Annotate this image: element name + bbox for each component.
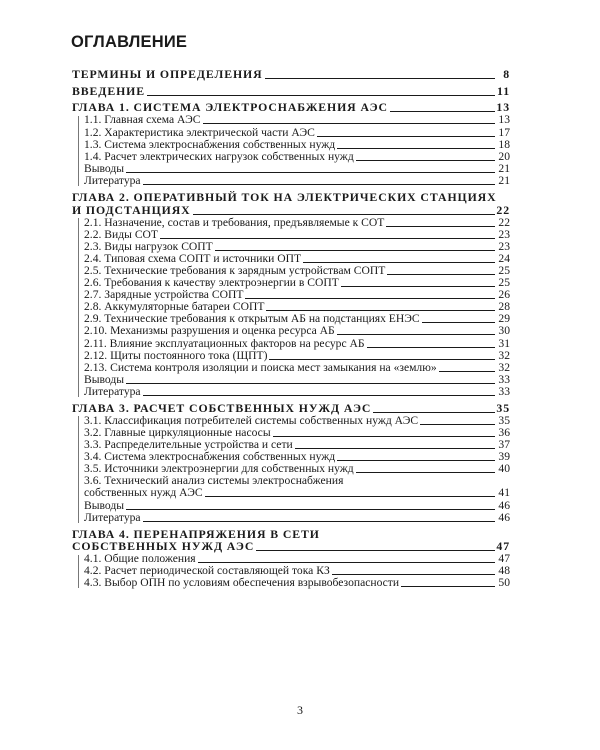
toc-page-number: 37	[498, 438, 510, 452]
toc-page-number: 31	[498, 336, 510, 350]
chapter-title: СОБСТВЕННЫХ НУЖД АЭС	[72, 539, 255, 554]
toc-item-title: 2.4. Типовая схема СОПТ и источники ОПТ	[84, 251, 302, 265]
toc-item[interactable]	[72, 577, 510, 589]
dot-leader	[269, 359, 495, 360]
dot-leader	[126, 383, 495, 384]
toc-page-number: 26	[498, 288, 510, 302]
toc-item-title: 2.3. Виды нагрузок СОПТ	[84, 239, 213, 253]
toc-item-title: 2.5. Технические требования к зарядным устройствам СОПТ	[84, 264, 386, 278]
dot-leader	[266, 310, 495, 311]
toc-item-title: 2.9. Технические требования к открытым АБ на подстанциях ЕНЭС	[84, 312, 420, 326]
dot-leader	[422, 322, 495, 323]
toc-item-title: Выводы	[84, 372, 125, 386]
toc-page-number: 36	[498, 425, 510, 439]
toc-page-number: 8	[503, 66, 510, 81]
dot-leader	[337, 148, 495, 149]
toc-item-title: 2.6. Требования к качеству электроэнергии в СОПТ	[84, 276, 339, 290]
dot-leader	[143, 184, 495, 185]
toc-item[interactable]	[72, 217, 510, 229]
toc-chapter-4[interactable]	[72, 540, 510, 553]
page-number: 3	[297, 703, 303, 717]
dot-leader	[317, 136, 495, 137]
dot-leader	[205, 496, 495, 497]
dot-leader	[245, 298, 495, 299]
dot-leader	[420, 424, 495, 425]
toc-page-number: 29	[498, 312, 510, 326]
toc-item[interactable]	[72, 499, 510, 511]
toc-page-number: 35	[498, 413, 510, 427]
toc-item-title: 2.2. Виды СОТ	[84, 227, 159, 241]
dot-leader	[367, 347, 495, 348]
toc-entry-title: ТЕРМИНЫ И ОПРЕДЕЛЕНИЯ	[72, 66, 263, 81]
dot-leader	[401, 586, 495, 587]
toc-page-number: 21	[498, 161, 510, 175]
toc-page-number: 21	[498, 173, 510, 187]
toc-item-title-line: 3.6. Технический анализ системы электроснабжения	[84, 474, 344, 488]
dot-leader	[265, 78, 495, 79]
toc-item-title: 3.4. Система электроснабжения собственных нужд	[84, 450, 336, 464]
toc-page-number: 40	[498, 462, 510, 476]
dot-leader	[337, 460, 495, 461]
toc-page-number: 35	[496, 400, 510, 415]
dot-leader	[203, 123, 495, 124]
dot-leader	[273, 436, 495, 437]
toc-item-title: 2.10. Механизмы разрушения и оценка ресурса АБ	[84, 324, 335, 338]
dot-leader	[332, 574, 495, 575]
toc-item[interactable]	[72, 487, 510, 499]
toc-item-title: собственных нужд АЭС	[84, 486, 203, 500]
dot-leader	[356, 472, 495, 473]
toc-item-title: 2.8. Аккумуляторные батареи СОПТ	[84, 300, 265, 314]
toc-page-number: 32	[498, 360, 510, 374]
toc-item-title: 1.3. Система электроснабжения собственных нужд	[84, 137, 336, 151]
toc-item-title: 2.11. Влияние эксплуатационных факторов на ресурс АБ	[84, 336, 365, 350]
page-title: ОГЛАВЛЕНИЕ	[71, 33, 188, 51]
toc-chapter-3[interactable]	[72, 402, 510, 415]
dot-leader	[439, 371, 495, 372]
toc-item-title: 1.2. Характеристика электрической части АЭС	[84, 125, 315, 139]
dot-leader	[256, 550, 495, 551]
dot-leader	[147, 95, 495, 96]
toc-page-number: 25	[498, 276, 510, 290]
toc-page-number: 48	[498, 564, 510, 578]
dot-leader	[387, 274, 495, 275]
toc-page-number: 13	[496, 100, 510, 115]
table-of-contents	[72, 68, 510, 589]
dot-leader	[143, 395, 495, 396]
toc-chapter-2[interactable]	[72, 204, 510, 217]
toc-page-number: 30	[498, 324, 510, 338]
toc-item-title: Выводы	[84, 498, 125, 512]
toc-item-title: 1.4. Расчет электрических нагрузок собственных нужд	[84, 149, 354, 163]
dot-leader	[143, 521, 495, 522]
dot-leader	[215, 250, 495, 251]
chapter-title: ГЛАВА 3. РАСЧЕТ СОБСТВЕННЫХ НУЖД АЭС	[72, 400, 372, 415]
toc-item-title: 4.3. Выбор ОПН по условиям обеспечения взрывобезопасности	[84, 576, 400, 590]
toc-item[interactable]	[72, 386, 510, 398]
toc-page-number: 50	[498, 576, 510, 590]
toc-page-number: 25	[498, 264, 510, 278]
chapter-1-group	[72, 102, 510, 187]
toc-item-title: 2.13. Система контроля изоляции и поиска мест замыкания на «землю»	[84, 360, 437, 374]
toc-item[interactable]	[72, 175, 510, 187]
dot-leader	[160, 238, 495, 239]
dot-leader	[390, 111, 495, 112]
toc-page-number: 22	[498, 215, 510, 229]
dot-leader	[126, 509, 495, 510]
chapter-3-group	[72, 402, 510, 524]
dot-leader	[356, 160, 495, 161]
dot-leader	[337, 334, 495, 335]
toc-item-title: 4.2. Расчет периодической составляющей тока КЗ	[84, 564, 330, 578]
toc-item[interactable]	[72, 325, 510, 337]
toc-item[interactable]	[72, 229, 510, 241]
dot-leader	[193, 214, 495, 215]
toc-page-number: 33	[498, 372, 510, 386]
toc-item[interactable]	[72, 126, 510, 138]
toc-page-number: 28	[498, 300, 510, 314]
toc-item-title: 3.3. Распределительные устройства и сети	[84, 438, 293, 452]
chapter-title-line: ГЛАВА 4. ПЕРЕНАПРЯЖЕНИЯ В СЕТИ	[72, 526, 320, 541]
chapter-title: ГЛАВА 1. СИСТЕМА ЭЛЕКТРОСНАБЖЕНИЯ АЭС	[72, 100, 388, 115]
dot-leader	[126, 172, 495, 173]
toc-item-title: 1.1. Главная схема АЭС	[84, 113, 201, 127]
dot-leader	[198, 562, 495, 563]
toc-item-title: 3.1. Классификация потребителей системы собственных нужд АЭС	[84, 413, 419, 427]
toc-page-number: 47	[496, 539, 510, 554]
toc-item[interactable]	[72, 139, 510, 151]
toc-page-number: 23	[498, 227, 510, 241]
toc-entry-terms[interactable]	[72, 68, 510, 81]
toc-page-number: 47	[498, 552, 510, 566]
toc-item[interactable]	[72, 362, 510, 374]
toc-page-number: 46	[498, 498, 510, 512]
toc-page-number: 32	[498, 348, 510, 362]
toc-item-title: 4.1. Общие положения	[84, 552, 196, 566]
toc-page-number: 46	[498, 510, 510, 524]
toc-page-number: 33	[498, 384, 510, 398]
dot-leader	[386, 226, 495, 227]
dot-leader	[373, 412, 495, 413]
chapter-4-group	[72, 528, 510, 590]
toc-item[interactable]	[72, 241, 510, 253]
toc-item[interactable]	[72, 350, 510, 362]
toc-page-number: 20	[498, 149, 510, 163]
toc-item-title: Литература	[84, 510, 141, 524]
toc-page-number: 24	[498, 251, 510, 265]
toc-item[interactable]	[72, 114, 510, 126]
toc-item-title: Выводы	[84, 161, 125, 175]
chapter-title: И ПОДСТАНЦИЯХ	[72, 202, 191, 217]
toc-item[interactable]	[72, 337, 510, 349]
chapter-2-group	[72, 191, 510, 398]
toc-item-title: 2.12. Щиты постоянного тока (ЩПТ)	[84, 348, 268, 362]
toc-page-number: 11	[497, 83, 510, 98]
dot-leader	[303, 262, 495, 263]
toc-item[interactable]	[72, 512, 510, 524]
toc-chapter-1[interactable]	[72, 102, 510, 115]
toc-entry-introduction[interactable]	[72, 85, 510, 98]
toc-item-title: 3.5. Источники электроэнергии для собственных нужд	[84, 462, 354, 476]
dot-leader	[341, 286, 495, 287]
toc-page-number: 23	[498, 239, 510, 253]
toc-item-title: 3.2. Главные циркуляционные насосы	[84, 425, 271, 439]
dot-leader	[295, 448, 495, 449]
toc-page-number: 41	[498, 486, 510, 500]
toc-item-title: Литература	[84, 173, 141, 187]
toc-page-number: 39	[498, 450, 510, 464]
toc-page-number: 18	[498, 137, 510, 151]
chapter-title-line: ГЛАВА 2. ОПЕРАТИВНЫЙ ТОК НА ЭЛЕКТРИЧЕСКИХ СТАНЦИЯХ	[72, 189, 497, 204]
toc-page-number: 13	[498, 113, 510, 127]
toc-item-title: Литература	[84, 384, 141, 398]
toc-page-number: 17	[498, 125, 510, 139]
toc-entry-title: ВВЕДЕНИЕ	[72, 83, 146, 98]
toc-page-number: 22	[496, 202, 510, 217]
toc-item-title: 2.7. Зарядные устройства СОПТ	[84, 288, 244, 302]
toc-item-title: 2.1. Назначение, состав и требования, предъявляемые к СОТ	[84, 215, 385, 229]
toc-item[interactable]	[72, 151, 510, 163]
